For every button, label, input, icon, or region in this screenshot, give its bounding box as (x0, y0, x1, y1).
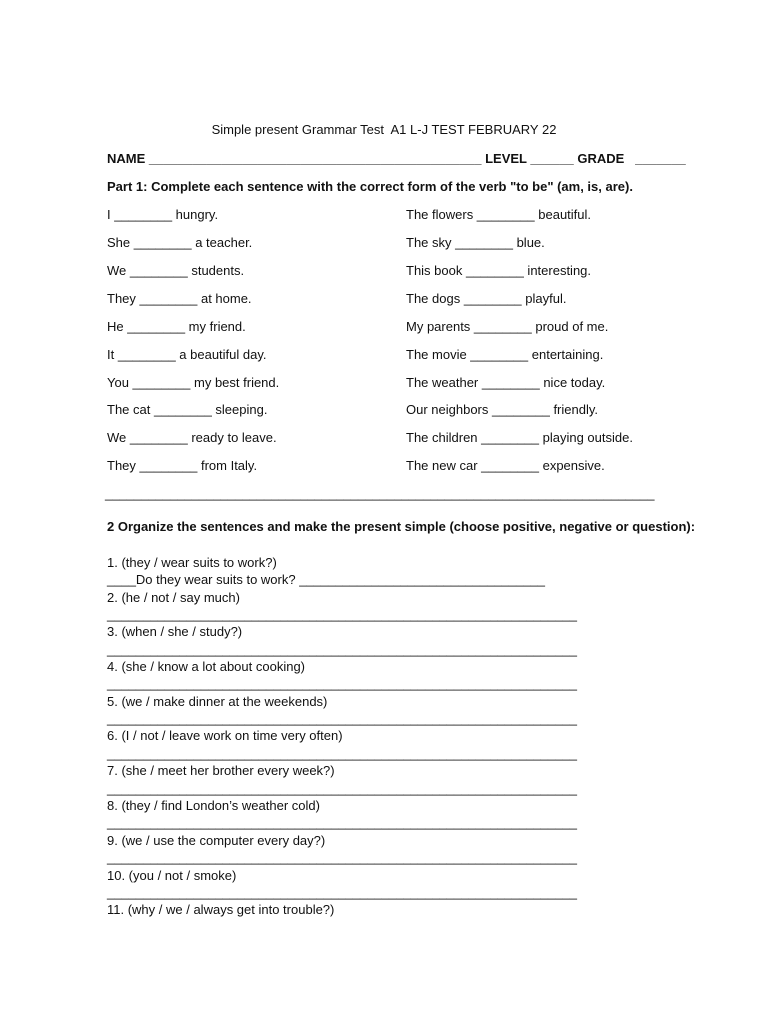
exercise-answer-line: _________________________________________________________________ (107, 711, 577, 726)
exercise-answer-line: _________________________________________________________________ (107, 746, 577, 761)
exercise-answer-line: _________________________________________________________________ (107, 642, 577, 657)
part1-left-item: You ________ my best friend. (107, 375, 280, 390)
exercise-prompt: 1. (they / wear suits to work?) (107, 555, 277, 570)
part1-left-item: They ________ at home. (107, 291, 252, 306)
part2-instruction: 2 Organize the sentences and make the present simple (choose positive, negative or question): (107, 519, 696, 534)
part1-right-item: The weather ________ nice today. (406, 375, 606, 390)
part1-right-item: The movie ________ entertaining. (406, 347, 604, 362)
part1-right-item: My parents ________ proud of me. (406, 319, 609, 334)
part1-left-item: We ________ students. (107, 263, 245, 278)
exercise-prompt: 5. (we / make dinner at the weekends) (107, 694, 328, 709)
exercise-answer-line: ____Do they wear suits to work? __________________________________ (107, 572, 546, 587)
exercise-answer-line: _________________________________________________________________ (107, 676, 577, 691)
part1-left-item: They ________ from Italy. (107, 458, 258, 473)
part1-right-item: The dogs ________ playful. (406, 291, 567, 306)
exercise-answer-line: _________________________________________________________________ (107, 850, 577, 865)
section-separator: ____________________________________________________________________________ (105, 486, 655, 501)
exercise-prompt: 2. (he / not / say much) (107, 590, 240, 605)
exercise-answer-line: _________________________________________________________________ (107, 885, 577, 900)
exercise-answer-line: _________________________________________________________________ (107, 781, 577, 796)
part1-right-item: The new car ________ expensive. (406, 458, 605, 473)
part1-left-item: It ________ a beautiful day. (107, 347, 267, 362)
exercise-prompt: 11. (why / we / always get into trouble?) (107, 902, 335, 917)
part1-right-item: The children ________ playing outside. (406, 430, 633, 445)
exercise-prompt: 9. (we / use the computer every day?) (107, 833, 326, 848)
exercise-prompt: 8. (they / find London’s weather cold) (107, 798, 320, 813)
exercise-answer-line: _________________________________________________________________ (107, 607, 577, 622)
part1-left-item: I ________ hungry. (107, 207, 219, 222)
part1-right-item: This book ________ interesting. (406, 263, 592, 278)
part1-instruction: Part 1: Complete each sentence with the correct form of the verb "to be" (am, is, are). (107, 179, 633, 194)
part1-left-item: She ________ a teacher. (107, 235, 253, 250)
page-title: Simple present Grammar Test A1 L-J TEST FEBRUARY 22 (211, 122, 557, 137)
exercise-prompt: 7. (she / meet her brother every week?) (107, 763, 335, 778)
part1-right-item: Our neighbors ________ friendly. (406, 402, 598, 417)
exercise-prompt: 10. (you / not / smoke) (107, 868, 237, 883)
part1-left-item: We ________ ready to leave. (107, 430, 277, 445)
part1-right-item: The flowers ________ beautiful. (406, 207, 592, 222)
part1-right-item: The sky ________ blue. (406, 235, 545, 250)
part1-left-item: The cat ________ sleeping. (107, 402, 268, 417)
exercise-answer-line: _________________________________________________________________ (107, 815, 577, 830)
exercise-prompt: 6. (I / not / leave work on time very often) (107, 728, 343, 743)
exercise-prompt: 3. (when / she / study?) (107, 624, 243, 639)
name-level-grade-line: NAME ______________________________________________ LEVEL ______ GRADE _______ (107, 151, 686, 166)
exercise-prompt: 4. (she / know a lot about cooking) (107, 659, 306, 674)
part1-left-item: He ________ my friend. (107, 319, 246, 334)
